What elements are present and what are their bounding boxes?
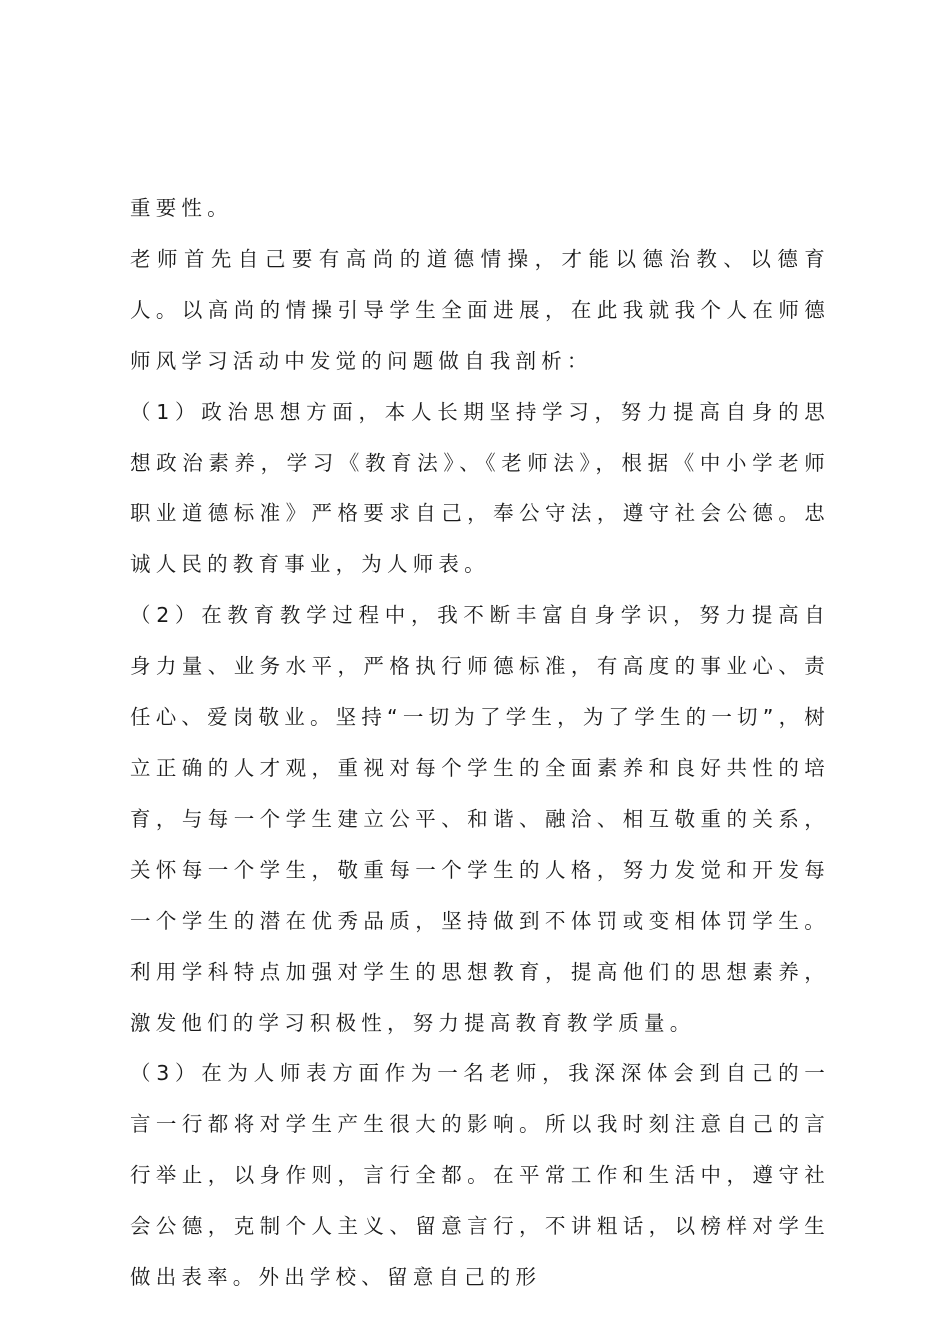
document-body <box>130 183 830 1303</box>
paragraph-item-1: （1）政治思想方面，本人长期坚持学习，努力提高自身的思想政治素养，学习《教育法》、《老师法》，根据《中小学老师职业道德标准》严格要求自己，奉公守法，遵守社会公德。忠诚人民的教育事业，为人师表。 <box>130 399 830 577</box>
paragraph-continuation: 重要性。 <box>130 196 233 220</box>
paragraph-item-2: （2）在教育教学过程中，我不断丰富自身学识，努力提高自身力量、业务水平，严格执行师德标准，有高度的事业心、责任心、爱岗敬业。坚持“一切为了学生，为了学生的一切”，树立正确的人才观，重视对每个学生的全面素养和良好共性的培育，与每一个学生建立公平、和谐、融洽、相互敬重的关系，关怀每一个学生，敬重每一个学生的人格，努力发觉和开发每一个学生的潜在优秀品质，坚持做到不体罚或变相体罚学生。利用学科特点加强对学生的思想教育，提高他们的思想素养，激发他们的学习积极性，努力提高教育教学质量。 <box>130 603 830 1035</box>
paragraph-intro: 老师首先自己要有高尚的道德情操，才能以德治教、以德育人。以高尚的情操引导学生全面进展，在此我就我个人在师德师风学习活动中发觉的问题做自我剖析： <box>130 246 830 373</box>
paragraph-item-3: （3）在为人师表方面作为一名老师，我深深体会到自己的一言一行都将对学生产生很大的影响。所以我时刻注意自己的言行举止，以身作则，言行全都。在平常工作和生活中，遵守社会公德，克制个人主义、留意言行，不讲粗话，以榜样对学生做出表率。外出学校、留意自己的形 <box>130 1061 830 1290</box>
